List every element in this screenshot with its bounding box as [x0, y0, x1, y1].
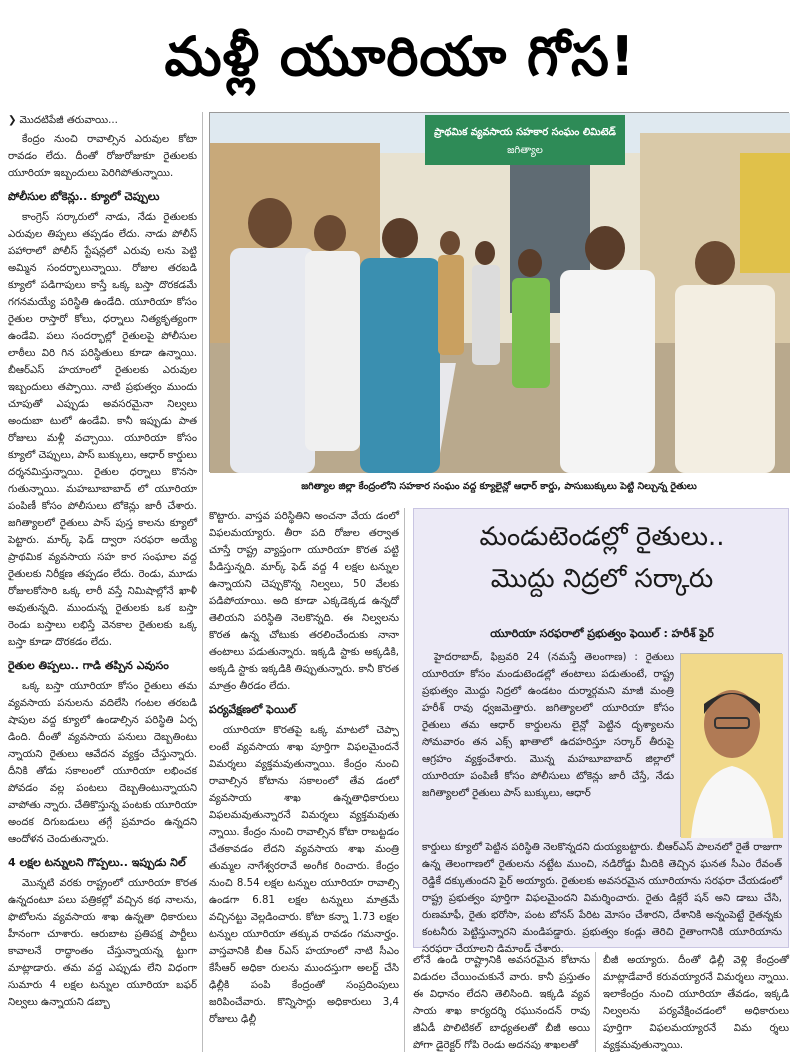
box-headline-line2: మొద్దు నిద్రలో సర్కారు	[490, 564, 714, 594]
paragraph: కాంగ్రెస్ సర్కారులో నాడు, నేడు రైతులకు ఎరువుల తిప్పలు తప్పడం లేదు. నాడు పోలీస్ పహారాలో పోలీస్ స్టేషన్లలో ఎరువు లను పెట్టి అమ్మిన సందర్భాలున్నాయి. రోజుల తరబడి క్యూలో పడిగాపులు కాస్తే ఒక్క బస్తా దొరకడమే గగనమయ్యే పరిస్థితి ఉండేది. యూరియా కోసం రైతుల రాస్తారో కోలు, ధర్నాలు నిత్యకృత్యంగా ఉండేవి. పలు సందర్భాల్లో రైతులపై పోలీసుల లాఠీలు విరి గిన పరిస్థితులు కూడా ఉన్నాయి. బీఆర్ఎస్ హయాంలో రైతులకు ఎరువుల ఇబ్బందులు తప్పాయి. నాటి ప్రభుత్వం ముందు చూపుతో ఎప్పుడు అవసరమైనా నిల్వలు అందుబా టులో ఉండేవి. కానీ ఇప్పుడు పాత రోజులు మళ్లీ వచ్చాయి. యూరియా కోసం క్యూలో చెప్పులు, పాస్ బుక్కులు, ఆధార్ కార్డులు దర్శనమిస్తున్నాయి. రైతుల ధర్నాలు కొనసా గుతున్నాయి. మహబూబాబాద్ లో యూరియా పంపిణీ కోసం పోలీసులు టోకెన్లు జారీ చేశారు. జగిత్యాలలో రైతులు పాస్ పుస్త కాలను క్యూలో పెట్టారు. మార్క్ ఫెడ్ ద్వారా సరఫరా అయ్యే ప్రాథమిక వ్యవసాయ సహ కార సంఘాల వద్ద రైతులకు నిరీక్షణ తప్పడం లేదు. రెండు, మూడు రోజులకోసారి ఒక్క లారీ వస్తే నిమిషాల్లోనే ఖాళీ అవుతున్నది. ముందున్న రైతులకు ఒక బస్తా రెండు బస్తాలు లభిస్తే వెనకాల రైతులకు ఒక్క బస్తా కూడా దొరకడం లేదు.	[8, 212, 198, 648]
continued-marker	[8, 112, 197, 129]
sidebar-story-box	[413, 508, 789, 955]
box-body-bottom	[422, 839, 782, 955]
article-column-bottom-1	[413, 952, 596, 1052]
subheading: పర్యవేక్షణలో ఫెయిల్	[209, 703, 296, 716]
paragraph: మొన్నటి వరకు రాష్ట్రంలో యూరియా కొరత ఉన్నదంటూ పలు పత్రికల్లో వచ్చిన కథ నాలను, ఫొటోలను వ్యవసాయ శాఖ ఉన్నతా ధికారులు హీనంగా చూశారు. ఆరుబాట ప్రతిపక్ష పార్టీలు కావాలనే రాద్ధాంతం చేస్తున్నాయన్న ట్టుగా మాట్లాడారు. తమ వద్ద ఎప్పుడు లేని విధంగా సుమారు 4 లక్షల టన్నుల యూరియా బఫర్ నిల్వలు ఉన్నాయని డబ్బా	[8, 878, 197, 1008]
article-column-middle	[209, 508, 405, 1052]
paragraph: లోనే ఉండి రాష్ట్రానికి అవసరమైన కోటాను విడుదల చేయించుకునే వారు. కానీ ప్రస్తుతం ఈ విధానం లేదని తెలిసింది. ఇక్కడి వ్యవ సాయ శాఖ కార్యదర్శి రఘునందన్ రావు జీఏడీ పొలిటికల్ బాధ్యతలతో బీజీ అయి పోగా డైరెక్టర్ గోపి రెండు అదనపు శాఖలతో	[413, 955, 590, 1051]
paragraph: యూరియా కొరతపై ఒక్క మాటలో చెప్పా లంటే వ్యవసాయ శాఖ పూర్తిగా విఫలమైందనే విమర్శలు వ్యక్తమవుతున్నాయి. కేంద్రం నుంచి రావాల్సిన కోటాను సకాలంలో తేవ డంలో వ్యవసాయ శాఖ ఉన్నతాధికారులు విఫలమవుతున్నారనే విమర్శలు వ్యక్తమవుతు న్నాయి. కేంద్రం నుంచి రావాల్సిన కోటా రాబట్టడం చేతకావడం లేదని వ్యవసాయ శాఖ మంత్రి తుమ్మల నాగేశ్వరరావే అంగీక రించారు. కేంద్రం నుంచి 8.54 లక్షల టన్నుల యూరియా రావాల్సి ఉండగా 6.81 లక్షల టన్నులు మాత్రమే వచ్చినట్టు వెల్లడించారు. కోటా కన్నా 1.73 లక్షల టన్నుల యూరియా తక్కువ రావడం గమనార్హం. వాస్తవానికి బీఆ ర్ఎస్ హయాంలో నాటి సీఎం కేసీఆర్ అధికా రులను ముందస్తుగా అలర్ట్ చేసి ఢిల్లీకి పంపి కేంద్రంతో సంప్రదింపులు జరిపించేవారు. కొన్నిసార్లు అధికారులు 3,4 రోజులు ఢిల్లీ	[209, 725, 399, 1025]
sign-board-line1: ప్రాథమిక వ్యవసాయ సహకార సంఘం లిమిటెడ్	[434, 127, 616, 138]
paragraph: హైదరాబాద్, ఫిబ్రవరి 24 (నమస్తే తెలంగాణ) : రైతులు యూరియా కోసం మండుటెండల్లో తంటాలు పడుతుంటే, రాష్ట్ర ప్రభుత్వం మొద్దు నిద్రలో ఉండటం దుర్మార్గమని మాజీ మంత్రి హరీశ్ రావు ధ్వజమెత్తారు. జగిత్యాలలో యూరియా కోసం రైతులు తమ ఆధార్ కార్డులను లైన్లో పెట్టిన దృశ్యాలను సోమవారం తన ఎక్స్ ఖాతాలో ఉదహరిస్తూ సర్కార్ తీరుపై ఆగ్రహం వ్యక్తంచేశారు. మొన్న మహబూబాబాద్ జిల్లాలో యూరియా పంపిణీ కోసం పోలీసులు టోకెన్లు జారీ చేస్తే, నేడు జగిత్యాలలో రైతులు పాస్ బుక్కులు, ఆధార్	[422, 652, 674, 799]
subheading: 4 లక్షల టన్నులని గొప్పలు.. ఇప్పుడు నిల్	[8, 856, 186, 869]
article-column-bottom-2	[603, 952, 789, 1052]
chevron-right-icon: ❯	[8, 115, 17, 126]
continued-text: మొదటిపేజీ తరువాయి...	[19, 115, 118, 126]
article-column-left	[8, 112, 203, 1052]
paragraph: కేంద్రం నుంచి రావాల్సిన ఎరువుల కోటా రావడం లేదు. దీంతో రోజురోజుకూ రైతులకు యూరియా ఇబ్బందులు పెరిగిపోతున్నాయి.	[8, 134, 197, 179]
paragraph: ఒక్క బస్తా యూరియా కోసం రైతులు తమ వ్యవసాయ పనులను వదిలేసి గంటల తరబడి షాపుల వద్ద క్యూలో ఉండాల్సిన పరిస్థితి ఏర్ప డింది. దీంతో వ్యవసాయ పనులు దెబ్బతింటు న్నాయని రైతులు ఆవేదన వ్యక్తం చేస్తున్నారు. దీనికి తోడు సకాలంలో యూరియా లభించక పోవడం వల్ల పంటలు దెబ్బతింటున్నాయని వాపోతు న్నారు. చేతికొస్తున్న పంటకు యూరియా అందక దిగుబడులు తగ్గే ప్రమాదం ఉన్నదని ఆందోళన చెందుతున్నారు.	[8, 681, 197, 845]
paragraph: కార్డులు క్యూలో పెట్టిన పరిస్థితి నెలకొన్నదని దుయ్యబట్టారు. బీఆర్ఎస్ పాలనలో రైతే రాజుగా ఉన్న తెలంగాణలో రైతులను నట్టేట ముంచి, నడిరోడ్డు మీదికి తెచ్చిన ఘనత సీఎం రేవంత్ రెడ్డికే దక్కుతుందని ఫైర్ అయ్యారు. రైతులకు అవసరమైన యూరియాను సరఫరా చేయడంలో రాష్ట్ర ప్రభుత్వం పూర్తిగా విఫలమైందని విమర్శించారు. రైతు డిక్లరే షన్ అని డాబు చేసి, రుణమాఫీ, రైతు భరోసా, పంట బోనస్ పేరిట మోసం చేశారని, దేశానికి అన్నంపెట్టే రైతన్నకు కంటనీరు పెట్టిస్తున్నారని మండిపడ్డారు. ప్రభుత్వం కండ్లు తెరిచి రైతాంగానికి యూరియాను సరఫరా చేయాలని డిమాండ్ చేశారు.	[422, 842, 782, 955]
sign-board	[425, 115, 625, 165]
news-photo-farmers-queue	[209, 112, 789, 472]
box-subheadline: యూరియా సరఫరాలో ప్రభుత్వం ఫెయిల్ : హరీశ్ ఫైర్	[490, 627, 714, 640]
paragraph: బీజీ అయ్యారు. దీంతో ఢిల్లీ వెళ్లి కేంద్రంతో మాట్లాడేవారే కరువయ్యారనే విమర్శలు న్నాయి. ఇలాకేంద్రం నుంచి యూరియా తేవడం, ఇక్కడి నిల్వలను పర్యవేక్షించడంలో అధికారులు పూర్తిగా విఫలమయ్యారనే విమ ర్శలు వ్యక్తమవుతున్నాయి.	[603, 955, 789, 1051]
subheading: రైతుల తిప్పలు.. గాడి తప్పిన ఎవుసం	[8, 659, 169, 672]
box-headline-line1: మండుటెండల్లో రైతులు..	[479, 522, 725, 552]
paragraph: కొట్టారు. వాస్తవ పరిస్థితిని అంచనా వేయ డంలో విఫలమయ్యారు. తీరా పది రోజుల తర్వాత చూస్తే రాష్ట్ర వ్యాప్తంగా యూరియా కొరత పట్టి పీడిస్తున్నది. మార్క్ ఫెడ్ వద్ద 4 లక్షల టన్నుల ఉన్నాయని చెప్పుకొన్న నిల్వలు, 50 వేలకు పడిపోయాయి. అది కూడా ఎక్కడెక్కడ ఉన్నదో తెలియని పరిస్థితి నెలకొన్నది. ఈ నిల్వలను కొరత ఉన్న చోటుకు తరలించేందుకు నానా తంటాలు పడుతున్నారు. ఇక్కడి స్టాకు అక్కడికి, అక్కడి స్టాకు ఇక్కడికి తిప్పుతున్నారు. కానీ కొరత మాత్రం తీరడం లేదు.	[209, 511, 399, 692]
sign-board-line2: జగిత్యాల	[507, 145, 543, 156]
photo-caption: జగిత్యాల జిల్లా కేంద్రంలోని సహకార సంఘం వద్ద క్యూలైన్లో ఆధార్ కార్డు, పాసుబుక్కులు పెట్టి నిల్చున్న రైతులు	[301, 481, 697, 492]
headline: మళ్లీ యూరియా గోస!	[164, 25, 636, 88]
subheading: పోలీసుల బోకెన్లు.. క్యూలో చెప్పులు	[8, 190, 160, 203]
portrait-photo	[680, 653, 782, 837]
